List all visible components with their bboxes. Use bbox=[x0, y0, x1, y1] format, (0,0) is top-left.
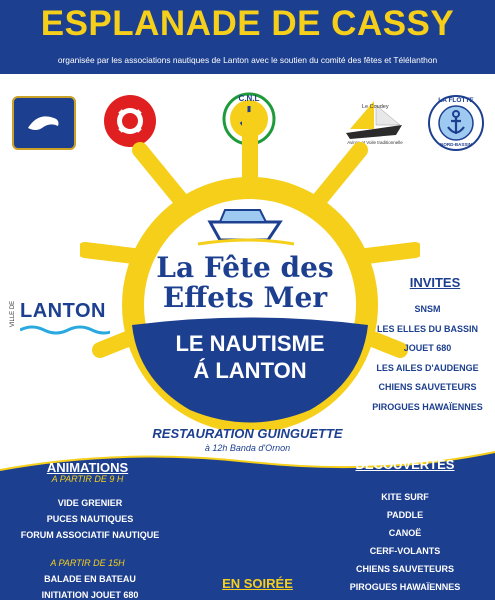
restauration-title: RESTAURATION GUINGUETTE bbox=[152, 426, 343, 441]
logo-ville-de-lanton bbox=[8, 296, 118, 340]
list-item: FORUM ASSOCIATIF NAUTIQUE bbox=[20, 530, 160, 540]
wave-icon bbox=[20, 324, 110, 336]
banner-line-2: Á LANTON bbox=[193, 358, 307, 383]
list-item: CHIENS SAUVETEURS bbox=[378, 382, 477, 392]
decouvertes-heading: DÉCOUVERTES bbox=[355, 457, 455, 472]
logo-coudey-caption: Aviron et Voile traditionnelle bbox=[347, 140, 403, 145]
animations-time-1: A PARTIR DE 9 H bbox=[51, 474, 124, 484]
list-item: SNSM bbox=[414, 304, 441, 314]
list-item: PIROGUES HAWAÏENNES bbox=[349, 582, 461, 592]
animations-list-2 bbox=[0, 571, 180, 603]
restauration-subtitle: à 12h Banda d'Ornon bbox=[204, 443, 291, 453]
decouvertes-list bbox=[330, 488, 480, 596]
animations-heading: ANIMATIONS bbox=[46, 460, 129, 475]
list-item: CERF-VOLANTS bbox=[369, 546, 441, 556]
event-name-line-2: Effets Mer bbox=[162, 281, 328, 314]
logo-association-1 bbox=[12, 96, 76, 150]
invites-list bbox=[360, 300, 495, 417]
banner-line-1: LE NAUTISME bbox=[175, 331, 325, 356]
list-item: BALADE EN BATEAU bbox=[44, 574, 136, 584]
logo-la-flotte-bottom: NORD-BASSIN bbox=[440, 142, 472, 147]
animations-time-2: A PARTIR DE 15H bbox=[50, 558, 125, 568]
list-item: PUCES NAUTIQUES bbox=[46, 514, 134, 524]
list-item: CANOË bbox=[388, 528, 422, 538]
event-name bbox=[140, 253, 350, 313]
logo-cnl-text: C.N.L bbox=[238, 94, 260, 103]
list-item: LES ELLES DU BASSIN bbox=[376, 323, 478, 334]
page-title: ESPLANADE DE CASSY bbox=[40, 4, 455, 43]
animations-list-1 bbox=[0, 495, 180, 543]
list-item: INITIATION JOUET 680 bbox=[41, 590, 139, 600]
list-item: JOUET 680 bbox=[403, 343, 452, 353]
list-item: LES AILES D'AUDENGE bbox=[376, 362, 479, 373]
logo-la-flotte-top: LA FLOTTE bbox=[438, 97, 474, 104]
list-item: PADDLE bbox=[386, 510, 424, 520]
list-item: CHIENS SAUVETEURS bbox=[355, 564, 454, 574]
lanton-wordmark: LANTON bbox=[20, 300, 106, 322]
list-item: PIROGUES HAWAÏENNES bbox=[372, 401, 483, 412]
list-item: VIDE GRENIER bbox=[57, 498, 123, 508]
ville-de-label: VILLE DE bbox=[10, 300, 17, 328]
logo-coudey-title: Le Coudey bbox=[362, 104, 389, 110]
soiree-heading: EN SOIRÉE bbox=[222, 576, 293, 591]
page-subtitle: organisée par les associations nautiques de Lanton avec le soutien du comité des fêtes et Télélanthon bbox=[57, 55, 438, 65]
dolphin-icon bbox=[24, 108, 64, 138]
event-name-line-1: La Fête des bbox=[156, 251, 334, 284]
list-item: KITE SURF bbox=[381, 492, 429, 502]
event-banner bbox=[150, 330, 350, 384]
invites-heading: INVITES bbox=[409, 275, 461, 290]
